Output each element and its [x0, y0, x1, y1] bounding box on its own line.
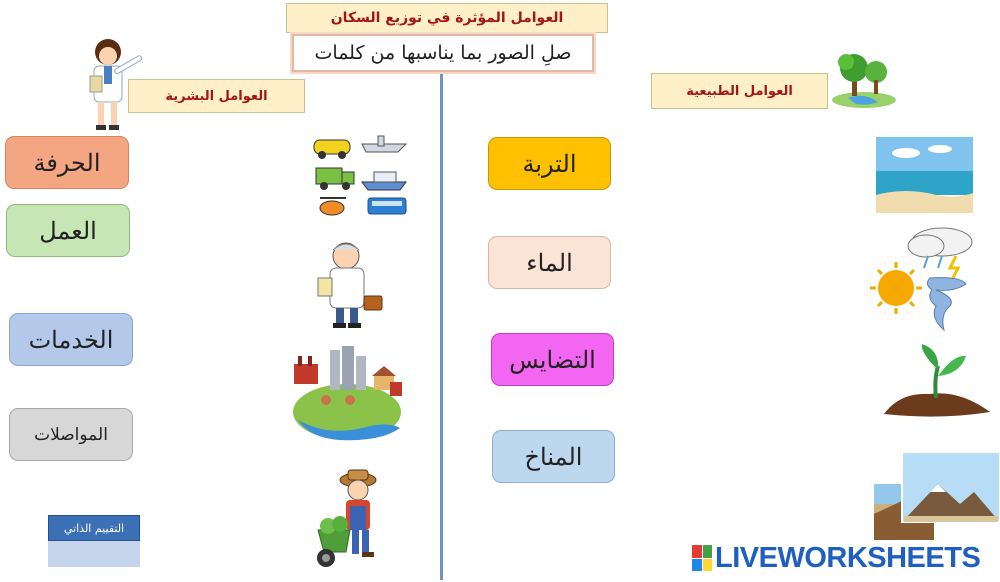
transport-vehicles-image[interactable]: [310, 130, 410, 222]
human-factors-label: العوامل البشرية: [128, 79, 305, 113]
farmer-wheelbarrow-image[interactable]: [314, 466, 390, 572]
center-divider: [440, 74, 443, 580]
word-card-water[interactable]: الماء: [488, 236, 611, 289]
word-card-work[interactable]: العمل: [6, 204, 130, 257]
word-card-soil[interactable]: التربة: [488, 137, 611, 190]
natural-factors-label: العوامل الطبيعية: [651, 73, 828, 109]
page-title: العوامل المؤثرة في توزيع السكان: [286, 3, 608, 33]
liveworksheets-badge-icon: [692, 545, 712, 571]
instruction-text: صلِ الصور بما يناسبها من كلمات: [292, 34, 594, 72]
self-assessment-label: التقييم الذاتي: [48, 515, 140, 541]
climate-weather-image[interactable]: [870, 222, 978, 334]
word-card-terrain[interactable]: التضايس: [491, 333, 614, 386]
town-services-image[interactable]: [290, 342, 404, 442]
liveworksheets-text: LIVEWORKSHEETS: [715, 541, 981, 574]
word-card-transport[interactable]: المواصلات: [9, 408, 133, 461]
self-assessment-score-area: [48, 541, 140, 567]
nature-landscape-icon: [828, 46, 900, 110]
word-card-craft[interactable]: الحرفة: [5, 136, 129, 189]
word-card-climate[interactable]: المناخ: [492, 430, 615, 483]
liveworksheets-logo: [692, 543, 980, 573]
word-card-services[interactable]: الخدمات: [9, 313, 133, 366]
beach-water-image[interactable]: [876, 137, 973, 213]
self-assessment-box[interactable]: [48, 515, 140, 567]
terrain-mountains-image[interactable]: [874, 452, 1000, 540]
doctor-image[interactable]: [314, 238, 386, 330]
soil-plant-image[interactable]: [880, 340, 995, 420]
